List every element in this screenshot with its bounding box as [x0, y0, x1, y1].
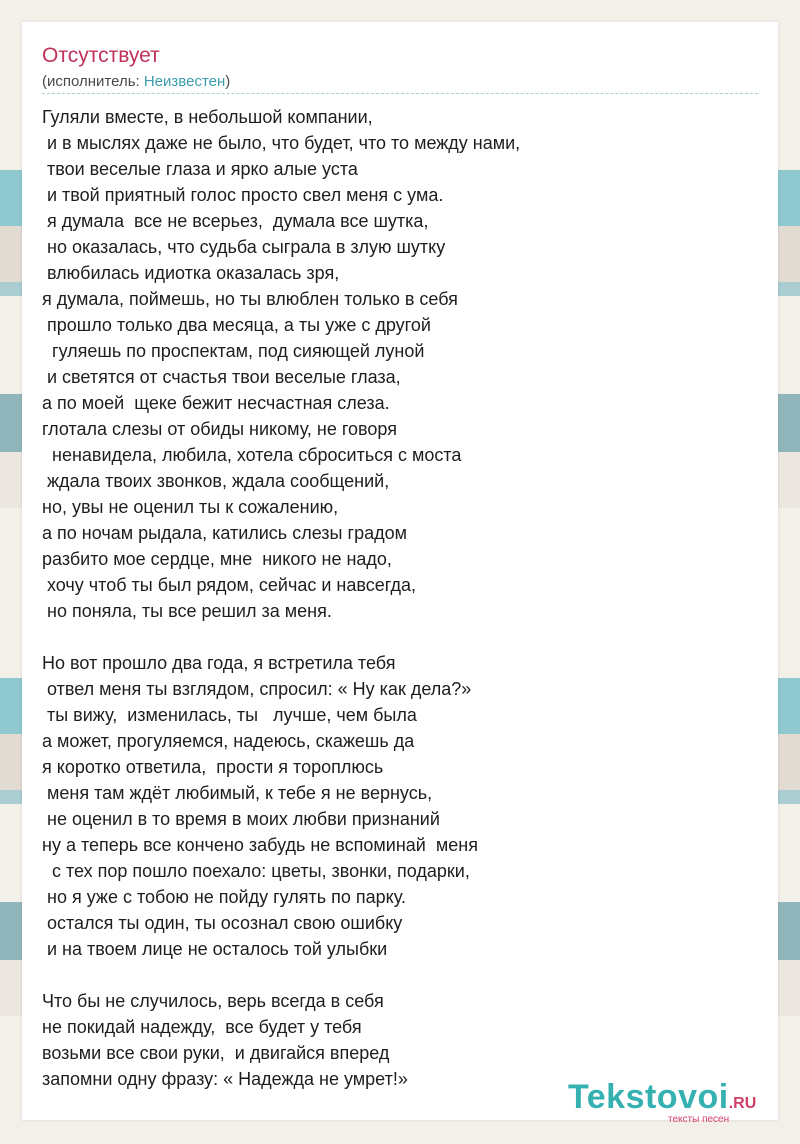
song-title: Отсутствует: [42, 44, 160, 67]
lyric-line: разбито мое сердце, мне никого не надо,: [42, 549, 392, 569]
lyric-line: хочу чтоб ты был рядом, сейчас и навсегда,: [42, 575, 417, 595]
lyric-line: я думала, поймешь, но ты влюблен только в себя: [42, 289, 458, 309]
lyric-line: я думала все не всерьез, думала все шутка,: [42, 211, 429, 231]
site-logo[interactable]: [568, 1078, 757, 1125]
lyric-line: не покидай надежду, все будет у тебя: [42, 1017, 362, 1037]
lyric-line: и твой приятный голос просто свел меня с ума.: [42, 185, 444, 205]
title-divider: [42, 93, 758, 94]
lyric-line: и на твоем лице не осталось той улыбки: [42, 939, 388, 959]
lyric-line: но поняла, ты все решил за меня.: [42, 601, 332, 621]
lyric-line: Что бы не случилось, верь всегда в себя: [42, 991, 384, 1011]
lyric-line: ну а теперь все кончено забудь не вспоминай меня: [42, 835, 478, 855]
lyric-line: я коротко ответила, прости я тороплюсь: [42, 757, 384, 777]
lyric-line: прошло только два месяца, а ты уже с другой: [42, 315, 431, 335]
artist-link[interactable]: Неизвестен: [143, 73, 226, 90]
lyric-line: ждала твоих звонков, ждала сообщений,: [42, 471, 390, 491]
logo-tld: .RU: [728, 1095, 757, 1112]
lyric-line: запомни одну фразу: « Надежда не умрет!»: [42, 1069, 408, 1089]
lyric-line: твои веселые глаза и ярко алые уста: [42, 159, 358, 179]
lyric-line: Гуляли вместе, в небольшой компании,: [42, 107, 373, 127]
stanza-gap: [42, 624, 520, 650]
performer-close: ): [225, 73, 231, 90]
lyric-line: но я уже с тобою не пойду гулять по парку.: [42, 887, 406, 907]
lyric-line: а по ночам рыдала, катились слезы градом: [42, 523, 407, 543]
lyrics-text: [42, 104, 520, 1092]
lyric-line: возьми все свои руки, и двигайся вперед: [42, 1043, 390, 1063]
lyric-line: а может, прогуляемся, надеюсь, скажешь да: [42, 731, 415, 751]
lyric-line: а по моей щеке бежит несчастная слеза.: [42, 393, 390, 413]
lyric-line: и в мыслях даже не было, что будет, что то между нами,: [42, 133, 521, 153]
lyric-line: ты вижу, изменилась, ты лучше, чем была: [42, 705, 417, 725]
lyric-line: отвел меня ты взглядом, спросил: « Ну как дела?»: [42, 679, 472, 699]
lyric-line: остался ты один, ты осознал свою ошибку: [42, 913, 403, 933]
lyric-line: ненавидела, любила, хотела сброситься с моста: [42, 445, 462, 465]
lyric-line: меня там ждёт любимый, к тебе я не вернусь,: [42, 783, 433, 803]
lyric-line: но оказалась, что судьба сыграла в злую шутку: [42, 237, 446, 257]
lyric-line: но, увы не оценил ты к сожалению,: [42, 497, 339, 517]
logo-tagline: тексты песен: [668, 1114, 730, 1125]
lyric-line: с тех пор пошло поехало: цветы, звонки, подарки,: [42, 861, 470, 881]
lyric-line: и светятся от счастья твои веселые глаза,: [42, 367, 401, 387]
logo-name: Tekstovoi: [568, 1078, 729, 1116]
lyric-line: влюбилась идиотка оказалась зря,: [42, 263, 340, 283]
stanza-gap: [42, 962, 520, 988]
lyric-line: не оценил в то время в моих любви признаний: [42, 809, 440, 829]
performer-line: [42, 73, 230, 90]
performer-label: (исполнитель:: [42, 73, 144, 90]
lyric-line: гуляешь по проспектам, под сияющей луной: [42, 341, 425, 361]
lyric-line: глотала слезы от обиды никому, не говоря: [42, 419, 397, 439]
lyric-line: Но вот прошло два года, я встретила тебя: [42, 653, 396, 673]
